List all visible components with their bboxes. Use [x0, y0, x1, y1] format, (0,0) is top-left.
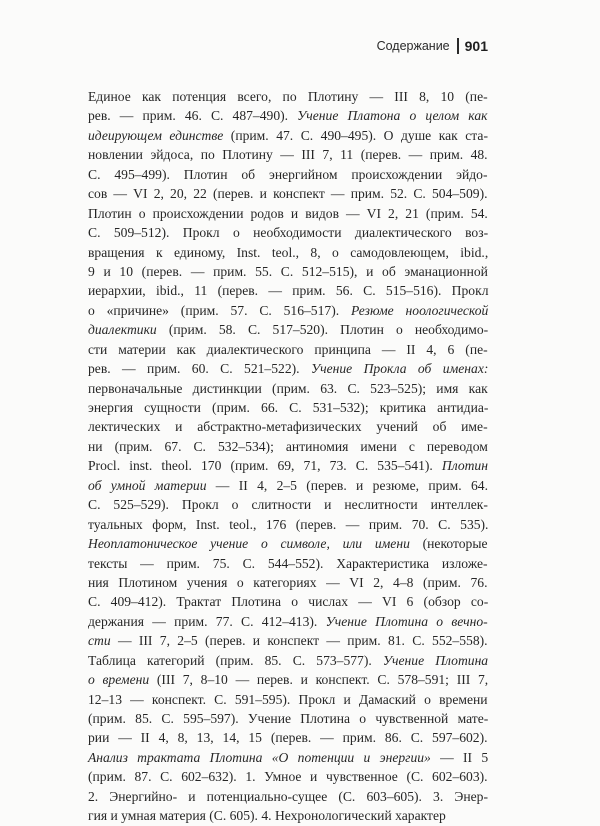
text-run: ния Плотином учения о категориях — VI 2, 4–8 (прим. 76.	[88, 574, 488, 590]
text-run: сти материи как диалектического принципа — II 4, 6 (пе-	[88, 341, 488, 357]
text-run: 9 и 10 (перев. — прим. 55. С. 512–515), и об эманационной	[88, 263, 488, 279]
text-run: тексты — прим. 75. С. 544–552). Характеристика изложе-	[88, 555, 488, 571]
text-line	[88, 748, 488, 767]
italic-text-run: Учение Прокла об именах:	[310, 361, 489, 377]
italic-text-run: Неоплатоническое учение о символе, или имени	[88, 536, 410, 552]
text-run: держания — прим. 77. С. 412–413).	[88, 613, 326, 629]
text-line	[88, 806, 488, 825]
text-run: новлении эйдоса, по Плотину — III 7, 11 (перев. — прим. 48.	[88, 147, 488, 163]
text-run: иерархии, ibid., 11 (перев. — прим. 56. С. 515–516). Прокл	[88, 283, 489, 299]
text-line	[88, 690, 488, 709]
text-line	[88, 515, 488, 534]
text-run: (III 7, 8–10 — перев. и конспект. С. 578–591; III 7,	[149, 672, 489, 688]
text-line	[88, 592, 488, 611]
text-line	[88, 709, 488, 728]
italic-text-run: Резюме ноологической	[350, 302, 489, 318]
text-run: Procl. inst. theol. 170 (прим. 69, 71, 73. С. 535–541).	[88, 458, 442, 474]
text-run: о «причине» (прим. 57. С. 516–517).	[88, 302, 351, 318]
text-line	[88, 476, 488, 495]
text-run: туальных форм, Inst. teol., 176 (перев. — прим. 70. С. 535).	[88, 516, 489, 532]
text-run: Единое как потенция всего, по Плотину — III 8, 10 (пе-	[88, 89, 488, 104]
text-line	[88, 145, 488, 164]
body-text	[88, 87, 488, 826]
text-run: Таблица категорий (прим. 85. С. 573–577).	[88, 652, 383, 668]
text-line	[88, 379, 488, 398]
text-line	[88, 651, 488, 670]
italic-text-run: Плотин	[441, 458, 488, 474]
text-line	[88, 398, 488, 417]
text-run: рев. — прим. 46. С. 487–490).	[88, 108, 298, 124]
text-line	[88, 126, 488, 145]
text-run: (прим. 47. С. 490–495). О душе как ста-	[223, 127, 488, 143]
text-run: сов — VI 2, 20, 22 (перев. и конспект — прим. 52. С. 504–509).	[88, 186, 488, 202]
italic-text-run: идеирующем единстве	[88, 127, 224, 143]
italic-text-run: сти	[88, 633, 111, 649]
text-run: С. 409–412). Трактат Плотина о числах — VI 6 (обзор со-	[88, 594, 489, 610]
text-line	[88, 106, 488, 125]
text-run: первоначальные дистинкции (прим. 63. С. 523–525); имя как	[88, 380, 488, 396]
text-run: С. 509–512). Прокл о необходимости диалектического воз-	[88, 225, 489, 241]
text-line	[88, 631, 488, 650]
italic-text-run: диалектики	[88, 322, 157, 338]
text-line	[88, 670, 488, 689]
text-run: 12–13 — конспект. С. 591–595). Прокл и Дамаский о времени	[88, 691, 488, 707]
text-line	[88, 165, 488, 184]
text-line	[88, 495, 488, 514]
text-run: ни (прим. 67. С. 532–534); антиномия имени с переводом	[88, 438, 488, 454]
italic-text-run: о времени	[88, 672, 150, 688]
page-number: 901	[464, 38, 488, 54]
text-line	[88, 554, 488, 573]
text-run: — III 7, 2–5 (перев. и конспект — прим. 81. С. 552–558).	[110, 633, 488, 649]
text-line	[88, 767, 488, 786]
text-line	[88, 204, 488, 223]
running-header	[377, 38, 488, 54]
text-run: гия и умная материя (С. 605). 4. Нехронологический характер	[88, 808, 446, 824]
italic-text-run: Учение Платона о целом как	[297, 108, 488, 124]
text-run: — II 4, 2–5 (перев. и резюме, прим. 64.	[206, 477, 488, 493]
italic-text-run: Учение Плотина о вечно-	[325, 613, 488, 629]
text-run: энергия сущности (прим. 66. С. 531–532); критика антидиа-	[88, 400, 489, 415]
text-line	[88, 534, 488, 553]
text-line	[88, 612, 488, 631]
italic-text-run: Учение Плотина	[382, 652, 489, 668]
text-line	[88, 456, 488, 475]
text-run: Плотин о происхождении родов и видов — VI 2, 21 (прим. 54.	[88, 205, 488, 221]
text-line	[88, 573, 488, 592]
italic-text-run: Анализ трактата Плотина «О потенции и энергии»	[88, 749, 431, 765]
text-run: 2. Энергийно- и потенциально-сущее (С. 603–605). 3. Энер-	[88, 788, 488, 804]
text-run: (прим. 58. С. 517–520). Плотин о необходимо-	[156, 322, 489, 338]
text-line	[88, 87, 488, 106]
section-title: Содержание	[376, 39, 450, 53]
text-run: рев. — прим. 60. С. 521–522).	[88, 361, 311, 377]
text-line	[88, 417, 488, 436]
italic-text-run: об умной материи	[88, 477, 207, 493]
text-line	[88, 728, 488, 747]
text-run: — II 5	[430, 749, 489, 765]
text-run: лектических и абстрактно-метафизических учений об име-	[88, 419, 488, 435]
text-run: рии — II 4, 8, 13, 14, 15 (перев. — прим. 86. С. 597–602).	[88, 730, 488, 746]
text-line	[88, 243, 488, 262]
text-run: (прим. 85. С. 595–597). Учение Плотина о чувственной мате-	[88, 711, 489, 726]
text-line	[88, 262, 488, 281]
header-divider	[457, 38, 459, 54]
text-line	[88, 787, 488, 806]
text-run: С. 525–529). Прокл о слитности и неслитности интеллек-	[88, 497, 488, 513]
text-line	[88, 320, 488, 339]
text-run: С. 495–499). Плотин об энергийном происхождении эйдо-	[88, 166, 488, 182]
text-run: (некоторые	[409, 536, 488, 552]
text-line	[88, 359, 488, 378]
text-line	[88, 281, 488, 300]
text-line	[88, 301, 488, 320]
text-line	[88, 437, 488, 456]
text-line	[88, 184, 488, 203]
text-run: (прим. 87. С. 602–632). 1. Умное и чувственное (С. 602–603).	[88, 769, 488, 785]
text-line	[88, 223, 488, 242]
text-line	[88, 340, 488, 359]
text-run: вращения к единому, Inst. teol., 8, о самодовлеющем, ibid.,	[88, 244, 489, 260]
